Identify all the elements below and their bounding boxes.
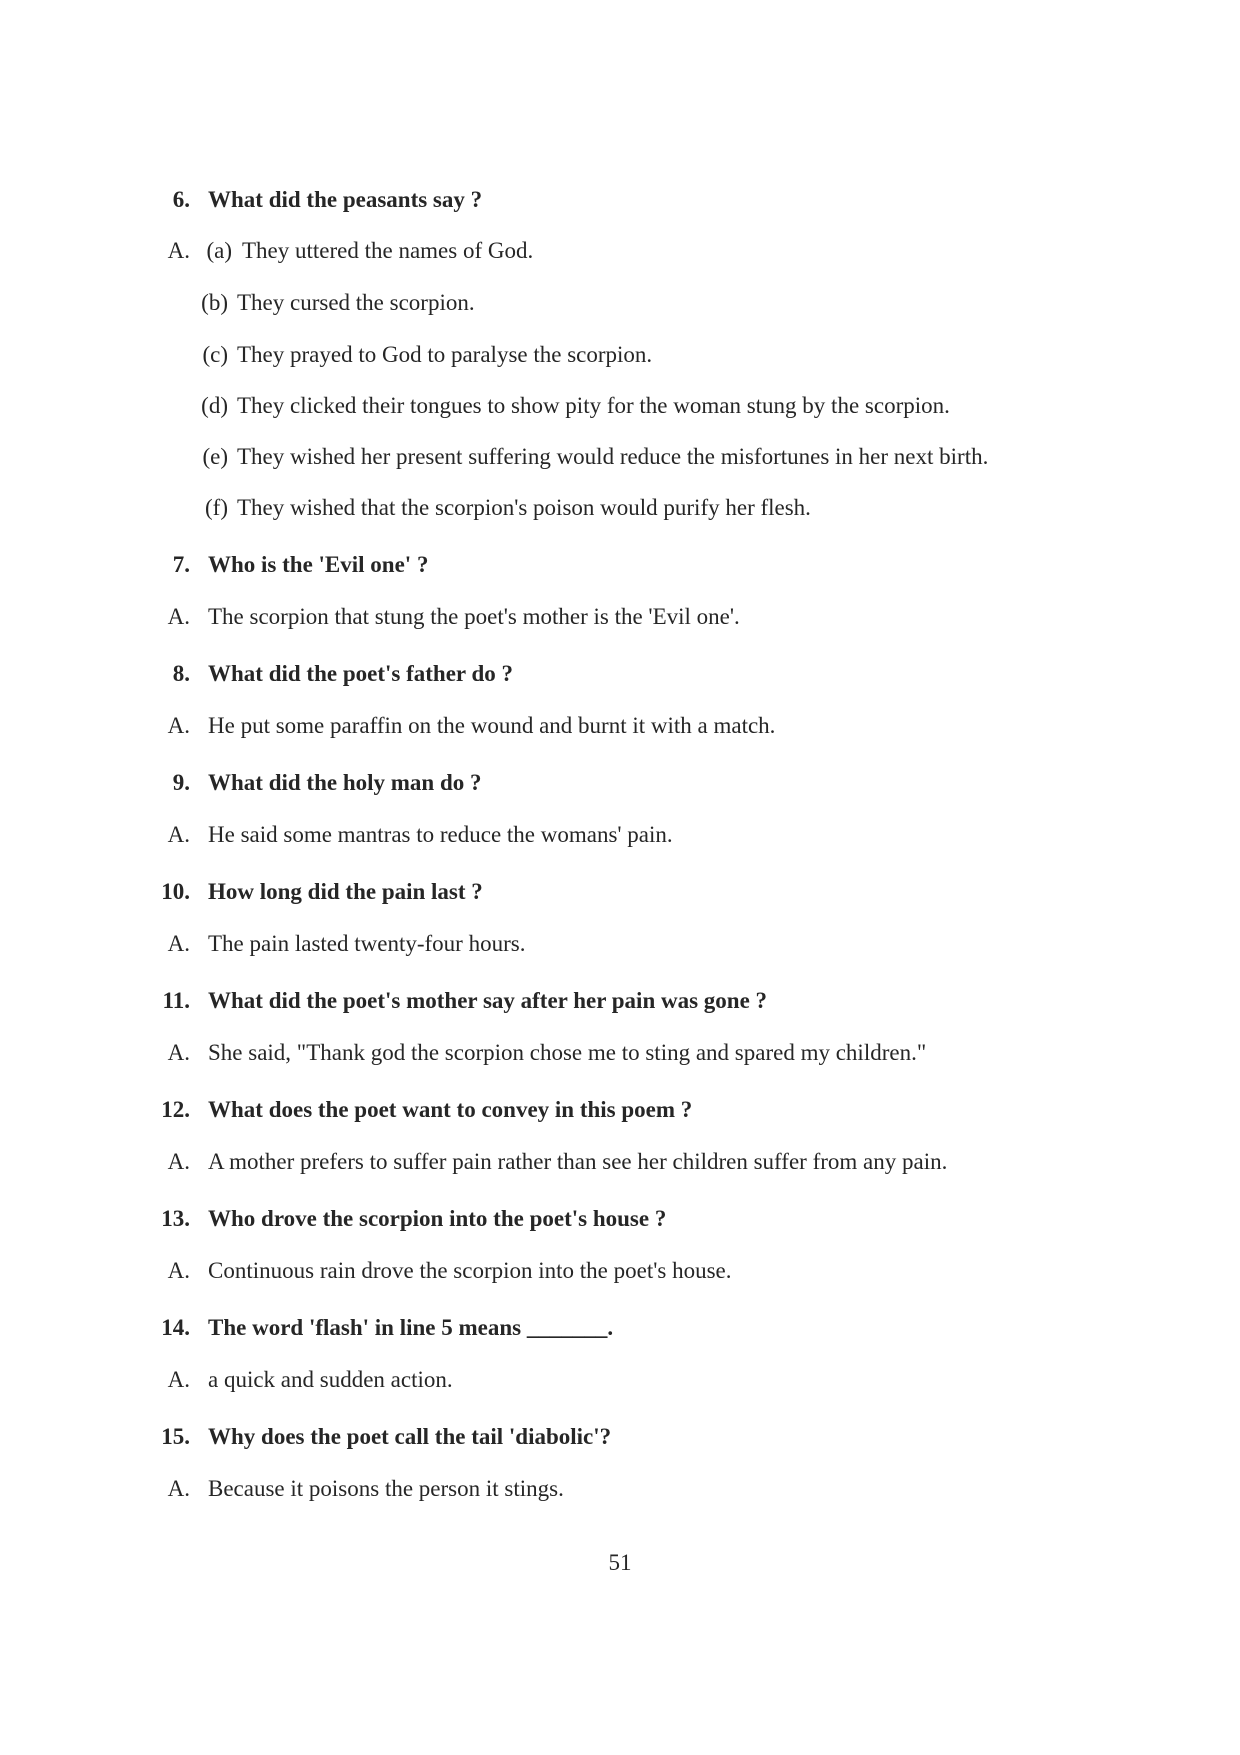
question-text: What did the peasants say ? [208,187,483,212]
answer-text: She said, "Thank god the scorpion chose me to sting and spared my children." [208,1040,927,1065]
question-number: 12. [161,1097,190,1122]
answer-text: He put some paraffin on the wound and burnt it with a match. [208,713,776,738]
question-text: What did the holy man do ? [208,770,482,795]
question-text: Who drove the scorpion into the poet's house ? [208,1206,667,1231]
question-number: 15. [161,1424,190,1449]
question-10 [0,874,1240,910]
question-number: 13. [161,1206,190,1231]
answer-part-text: They uttered the names of God. [242,238,534,263]
question-text: What did the poet's mother say after her pain was gone ? [208,988,768,1013]
question-number: 7. [172,552,190,577]
answer-13 [0,1253,1240,1289]
answer-6d [0,388,1240,424]
answer-8 [0,708,1240,744]
answer-text: Continuous rain drove the scorpion into the poet's house. [208,1258,732,1283]
answer-11 [0,1035,1240,1071]
answer-label: A. [167,604,190,629]
question-text: How long did the pain last ? [208,879,483,904]
question-text: The word 'flash' in line 5 means _______. [208,1315,614,1340]
answer-text: Because it poisons the person it stings. [208,1476,564,1501]
question-text: What does the poet want to convey in this poem ? [208,1097,693,1122]
question-9 [0,765,1240,801]
answer-7 [0,599,1240,635]
answer-14 [0,1362,1240,1398]
question-14 [0,1310,1240,1346]
answer-label: A. [167,1040,190,1065]
answer-label: A. [167,1367,190,1392]
question-7 [0,547,1240,583]
page-number: 51 [608,1550,632,1575]
answer-6a [0,233,1240,269]
question-number: 9. [172,770,190,795]
answer-part-text: They cursed the scorpion. [237,290,475,315]
answer-part-text: They clicked their tongues to show pity for the woman stung by the scorpion. [237,393,950,418]
question-6 [0,182,1240,218]
question-number: 8. [172,661,190,686]
question-number: 10. [161,879,190,904]
answer-label: A. [167,1476,190,1501]
answer-9 [0,817,1240,853]
answer-part-text: They prayed to God to paralyse the scorpion. [237,342,653,367]
answer-label: A. [167,1149,190,1174]
question-15 [0,1419,1240,1455]
question-text: Who is the 'Evil one' ? [208,552,429,577]
answer-text: a quick and sudden action. [208,1367,453,1392]
answer-6b [0,285,1240,321]
answer-part-text: They wished her present suffering would reduce the misfortunes in her next birth. [237,444,989,469]
question-8 [0,656,1240,692]
question-number: 6. [172,187,190,212]
answer-6f [0,490,1240,526]
answer-10 [0,926,1240,962]
answer-15 [0,1471,1240,1507]
question-number: 11. [162,988,190,1013]
answer-part-label: (f) [205,495,228,520]
answer-text: A mother prefers to suffer pain rather than see her children suffer from any pain. [208,1149,948,1174]
question-12 [0,1092,1240,1128]
question-number: 14. [161,1315,190,1340]
answer-text: The scorpion that stung the poet's mother is the 'Evil one'. [208,604,740,629]
answer-label: A. [167,238,190,263]
answer-label: A. [167,822,190,847]
answer-label: A. [167,1258,190,1283]
answer-text: He said some mantras to reduce the womans' pain. [208,822,673,847]
answer-part-label: (c) [202,342,228,367]
question-11 [0,983,1240,1019]
answer-6c [0,337,1240,373]
answer-6e [0,439,1240,475]
question-13 [0,1201,1240,1237]
question-text: Why does the poet call the tail 'diabolic'? [208,1424,612,1449]
answer-part-label: (d) [201,393,228,418]
answer-label: A. [167,713,190,738]
question-text: What did the poet's father do ? [208,661,513,686]
answer-text: The pain lasted twenty-four hours. [208,931,526,956]
answer-part-label: (b) [201,290,228,315]
answer-part-label: (e) [202,444,228,469]
answer-label: A. [167,931,190,956]
answer-part-label: (a) [206,238,232,263]
answer-part-text: They wished that the scorpion's poison would purify her flesh. [237,495,811,520]
answer-12 [0,1144,1240,1180]
